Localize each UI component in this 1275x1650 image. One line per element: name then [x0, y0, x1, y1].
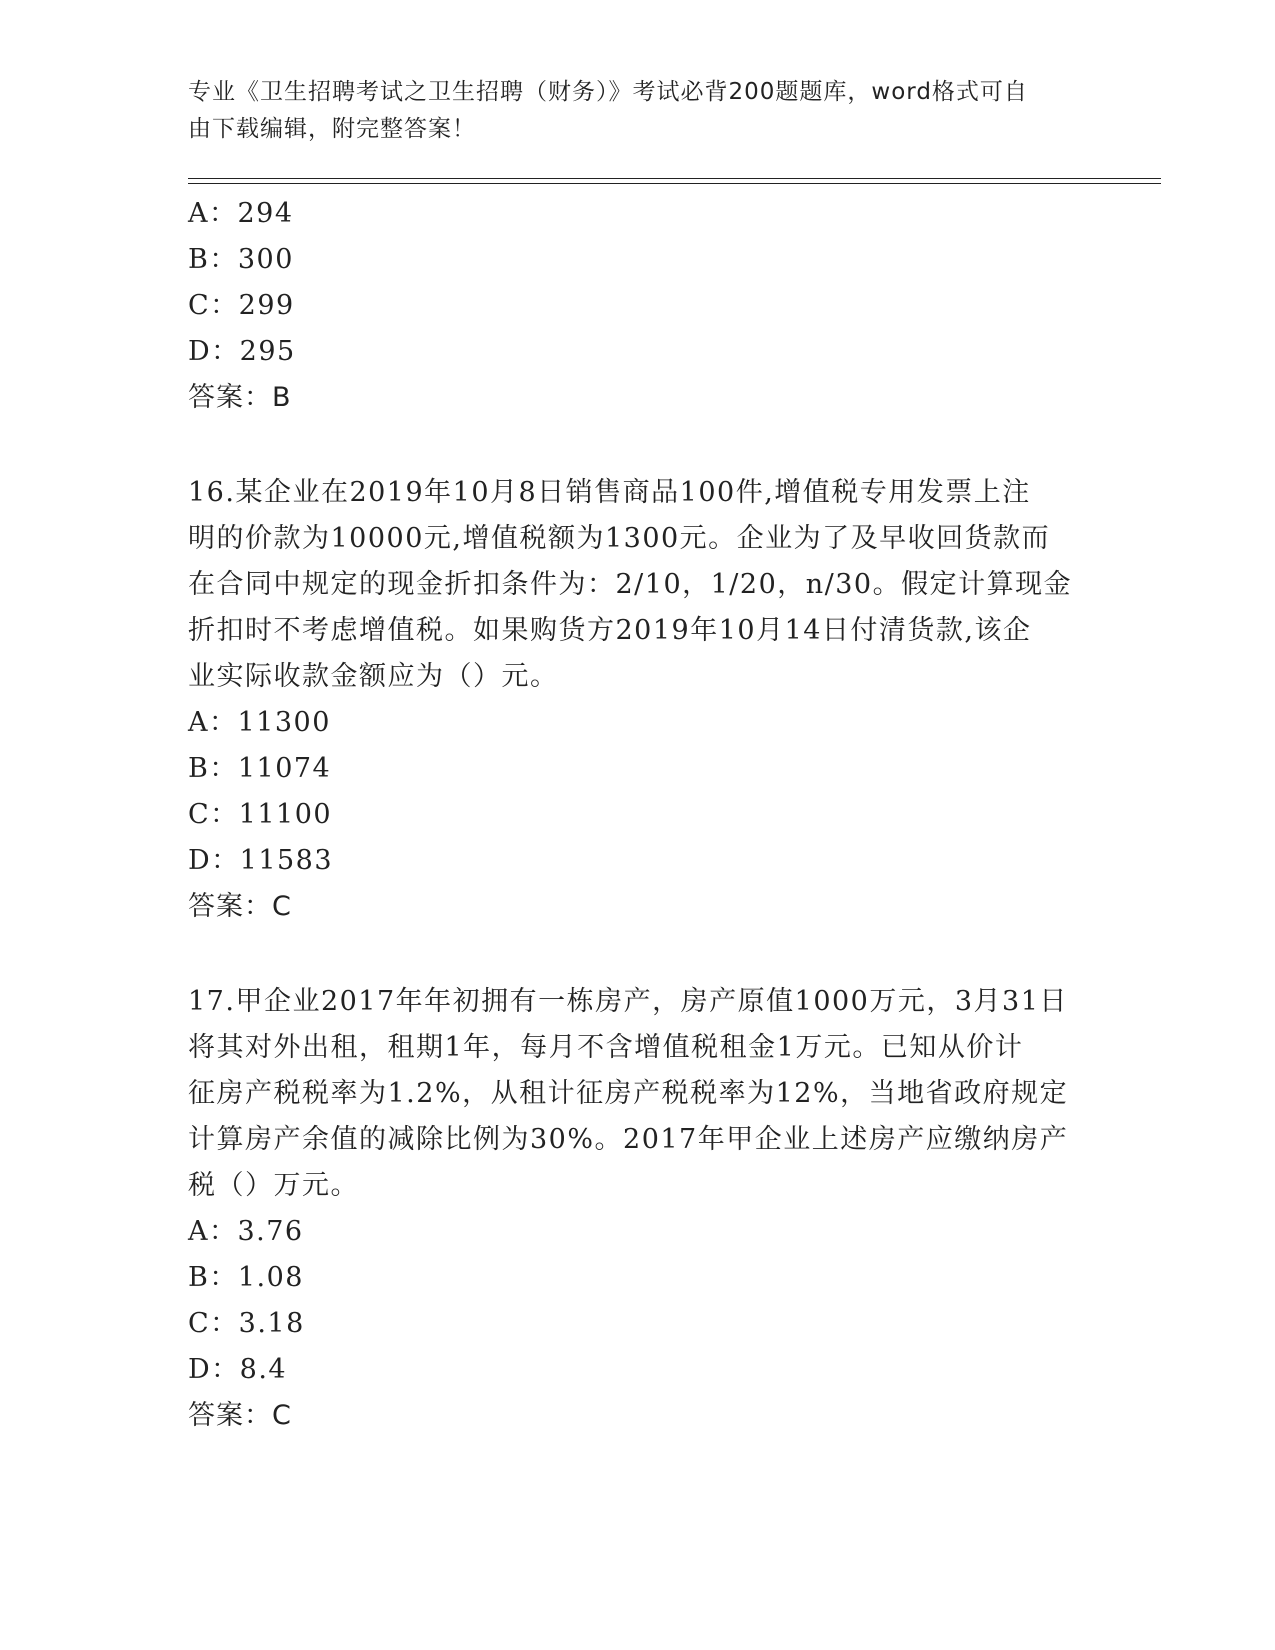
- question-16-text-line: 明的价款为10000元,增值税额为1300元。企业为了及早收回货款而: [188, 523, 1051, 554]
- question-17-block: [188, 979, 1088, 1439]
- option-c: C：11100: [188, 799, 333, 830]
- question-15-block: [188, 191, 1088, 421]
- spacer: [188, 930, 1088, 979]
- option-c: C：3.18: [188, 1308, 305, 1339]
- option-a: A：11300: [188, 707, 331, 738]
- question-17-text-line: 税（）万元。: [188, 1170, 359, 1201]
- question-16-text-line: 折扣时不考虑增值税。如果购货方2019年10月14日付清货款,该企: [188, 615, 1032, 646]
- option-b: B：300: [188, 244, 294, 275]
- document-body: [188, 191, 1088, 1439]
- document-header: [188, 74, 1068, 148]
- option-b: B：1.08: [188, 1262, 304, 1293]
- answer: 答案：C: [188, 891, 292, 922]
- header-title-line-1: 专业《卫生招聘考试之卫生招聘（财务）》考试必背200题题库，word格式可自: [188, 79, 1028, 105]
- question-16-block: [188, 470, 1088, 930]
- question-16-text-line: 在合同中规定的现金折扣条件为：2/10，1/20，n/30。假定计算现金: [188, 569, 1073, 600]
- option-d: D：295: [188, 336, 296, 367]
- option-a: A：3.76: [188, 1216, 304, 1247]
- answer: 答案：B: [188, 382, 292, 413]
- question-17-text-line: 17.甲企业2017年年初拥有一栋房产，房产原值1000万元，3月31日: [188, 986, 1068, 1017]
- option-c: C：299: [188, 290, 295, 321]
- header-divider-bottom: [188, 183, 1161, 184]
- question-17-text-line: 计算房产余值的减除比例为30%。2017年甲企业上述房产应缴纳房产: [188, 1124, 1069, 1155]
- question-17-text-line: 将其对外出租，租期1年，每月不含增值税租金1万元。已知从价计: [188, 1032, 1024, 1063]
- question-16-text-line: 16.某企业在2019年10月8日销售商品100件,增值税专用发票上注: [188, 477, 1031, 508]
- option-a: A：294: [188, 198, 294, 229]
- header-divider-top: [188, 178, 1161, 179]
- option-b: B：11074: [188, 753, 332, 784]
- option-d: D：11583: [188, 845, 334, 876]
- question-16-text-line: 业实际收款金额应为（）元。: [188, 661, 559, 692]
- header-title-line-2: 由下载编辑，附完整答案！: [188, 116, 476, 142]
- spacer: [188, 421, 1088, 470]
- answer: 答案：C: [188, 1400, 292, 1431]
- option-d: D：8.4: [188, 1354, 288, 1385]
- question-17-text-line: 征房产税税率为1.2%，从租计征房产税税率为12%，当地省政府规定: [188, 1078, 1069, 1109]
